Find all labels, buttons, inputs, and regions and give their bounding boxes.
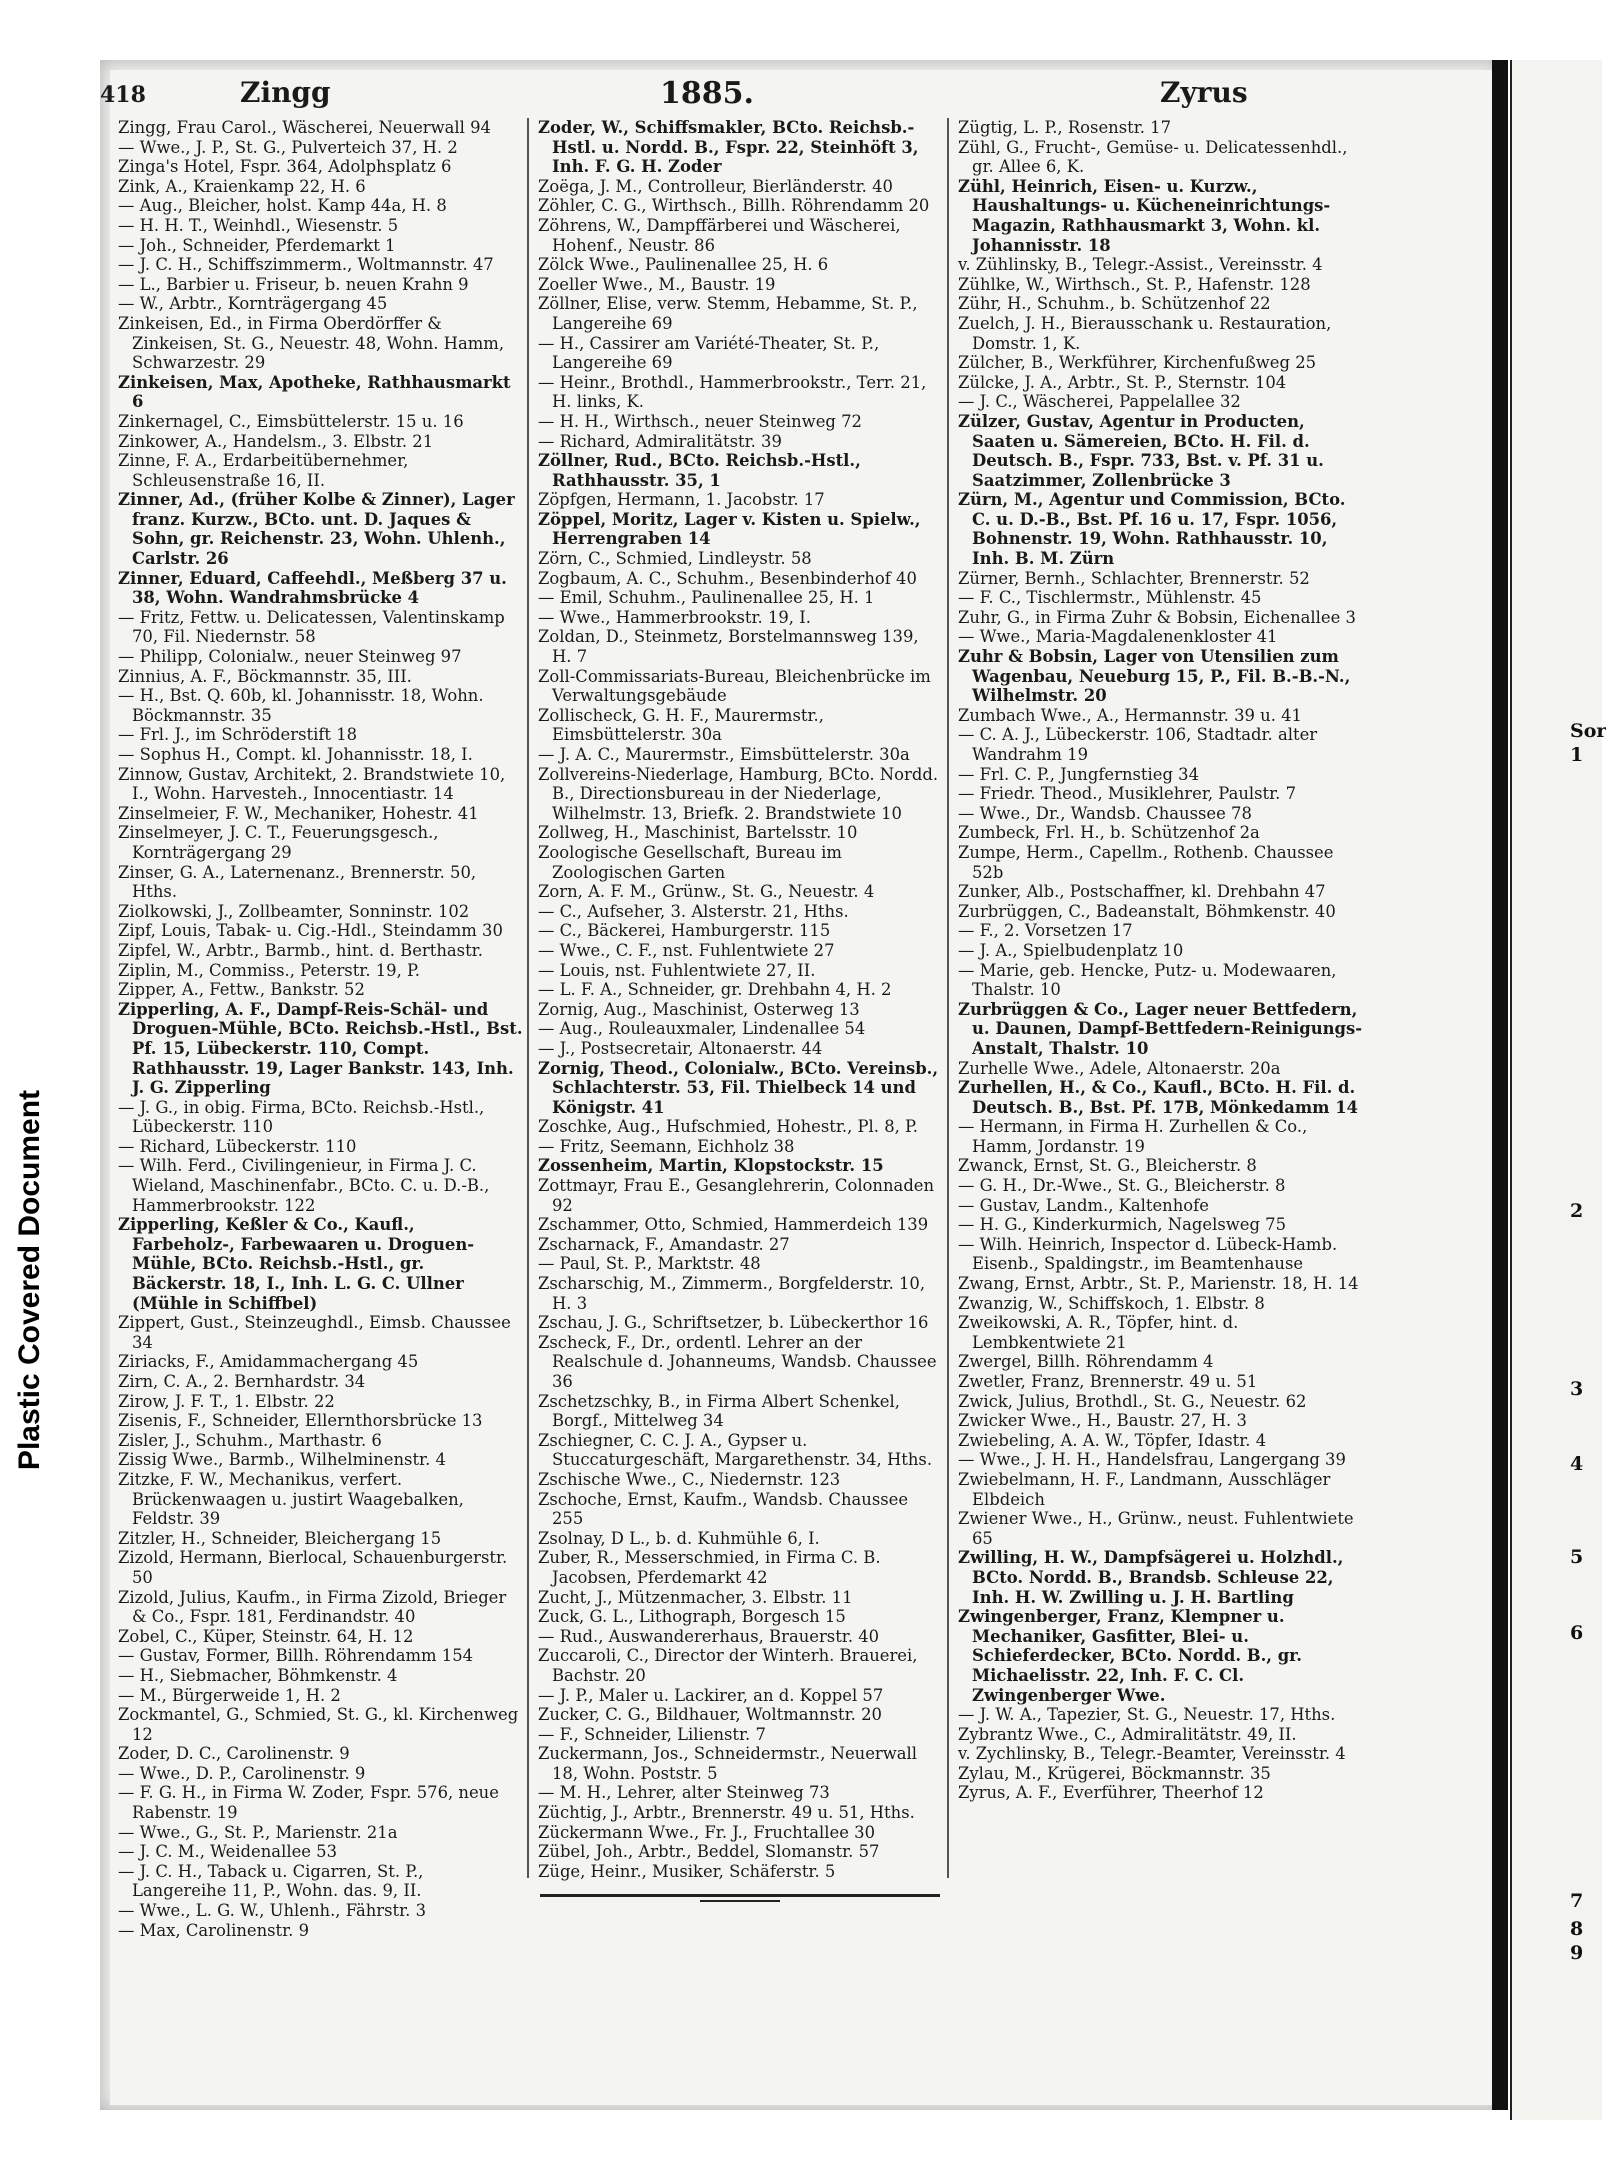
directory-entry: — Emil, Schuhm., Paulinenallee 25, H. 1 bbox=[538, 588, 875, 608]
running-head bbox=[100, 76, 1400, 116]
directory-entry: Zuhr & Bobsin, Lager von Utensilien zum Wagenbau, Neueburg 15, P., Fil. B.-B.-N., Wilhelmstr. 20 bbox=[958, 647, 1351, 706]
directory-entry: — Frl. J., im Schröderstift 18 bbox=[118, 725, 358, 745]
directory-entry: Zinkower, A., Handelsm., 3. Elbstr. 21 bbox=[118, 431, 434, 451]
directory-entry: Zinkernagel, C., Eimsbüttelerstr. 15 u. 16 bbox=[118, 411, 464, 431]
directory-entry: Zülcke, J. A., Arbtr., St. P., Sternstr. 104 bbox=[958, 372, 1287, 392]
directory-entry: Zölck Wwe., Paulinenallee 25, H. 6 bbox=[538, 255, 829, 275]
directory-entry: — Gustav, Former, Billh. Röhrendamm 154 bbox=[118, 1646, 474, 1666]
directory-entry: Zöppel, Moritz, Lager v. Kisten u. Spielw., Herrengraben 14 bbox=[538, 509, 921, 549]
directory-entry: Zipfel, W., Arbtr., Barmb., hint. d. Berthastr. bbox=[118, 940, 483, 960]
directory-entry: Zirn, C. A., 2. Bernhardstr. 34 bbox=[118, 1372, 366, 1391]
edge-mark: 1 bbox=[1570, 744, 1584, 766]
directory-entry: — Wwe., C. F., nst. Fuhlentwiete 27 bbox=[538, 940, 835, 960]
directory-entry: Zöpfgen, Hermann, 1. Jacobstr. 17 bbox=[538, 490, 825, 510]
directory-entry: Zwick, Julius, Brothdl., St. G., Neuestr. 62 bbox=[958, 1391, 1307, 1411]
directory-entry: Zizold, Hermann, Bierlocal, Schauenburgerstr. 50 bbox=[118, 1548, 508, 1587]
directory-entry: Zorn, A. F. M., Grünw., St. G., Neuestr. 4 bbox=[538, 882, 875, 902]
directory-entry: Zornig, Aug., Maschinist, Osterweg 13 bbox=[538, 999, 860, 1019]
directory-entry: Zückermann Wwe., Fr. J., Fruchtallee 30 bbox=[538, 1822, 875, 1842]
directory-column-3 bbox=[958, 118, 1363, 1803]
directory-entry: — M. H., Lehrer, alter Steinweg 73 bbox=[538, 1783, 830, 1803]
directory-entry: Zinnius, A. F., Böckmannstr. 35, III. bbox=[118, 666, 412, 686]
directory-entry: — J., Postsecretair, Altonaerstr. 44 bbox=[538, 1038, 823, 1058]
directory-entry: — H., Cassirer am Variété-Theater, St. P., Langereihe 69 bbox=[538, 333, 880, 373]
directory-entry: — F. C., Tischlermstr., Mühlenstr. 45 bbox=[958, 588, 1262, 608]
directory-entry: Ziolkowski, J., Zollbeamter, Sonninstr. 102 bbox=[118, 901, 470, 921]
directory-entry: — Marie, geb. Hencke, Putz- u. Modewaaren, Thalstr. 10 bbox=[958, 960, 1337, 1000]
catchword-right: Zyrus bbox=[1160, 76, 1248, 109]
directory-entry: — Fritz, Seemann, Eichholz 38 bbox=[538, 1136, 795, 1156]
directory-entry: Zyrus, A. F., Everführer, Theerhof 12 bbox=[958, 1783, 1264, 1803]
directory-entry: — J. C., Wäscherei, Pappelallee 32 bbox=[958, 392, 1241, 412]
directory-entry: Zoologische Gesellschaft, Bureau im Zoologischen Garten bbox=[538, 842, 842, 882]
directory-entry: — Richard, Lübeckerstr. 110 bbox=[118, 1136, 357, 1156]
edge-mark: 5 bbox=[1570, 1546, 1584, 1568]
directory-entry: — Max, Carolinenstr. 9 bbox=[118, 1920, 310, 1940]
directory-entry: Zoll-Commissariats-Bureau, Bleichenbrücke im Verwaltungsgebäude bbox=[538, 666, 931, 706]
directory-entry: Zoder, D. C., Carolinenstr. 9 bbox=[118, 1744, 350, 1764]
directory-entry: Zwingenberger, Franz, Klempner u. Mechaniker, Gasfitter, Blei- u. Schieferdecker, BCto. Nordd. B., gr. Michaelisstr. 22, Inh. F. C. Cl. Zwingenberger Wwe. bbox=[958, 1607, 1302, 1705]
directory-entry: — G. H., Dr.-Wwe., St. G., Bleicherstr. 8 bbox=[958, 1176, 1286, 1196]
directory-entry: Zipperling, A. F., Dampf-Reis-Schäl- und Droguen-Mühle, BCto. Reichsb.-Hstl., Bst. Pf. 15, Lübeckerstr. 110, Compt. Rathhausstr. 19, Lager Bankstr. 143, Inh. J. G. Zipperling bbox=[118, 999, 523, 1098]
directory-entry: Zollischeck, G. H. F., Maurermstr., Eimsbüttelerstr. 30a bbox=[538, 705, 824, 745]
directory-entry: Zürn, M., Agentur und Commission, BCto. C. u. D.-B., Bst. Pf. 16 u. 17, Fspr. 1056, Bohnenstr. 19, Wohn. Rathhausstr. 10, Inh. B. M. Zürn bbox=[958, 490, 1346, 569]
directory-entry: — Aug., Bleicher, holst. Kamp 44a, H. 8 bbox=[118, 196, 447, 216]
directory-entry: Zirow, J. F. T., 1. Elbstr. 22 bbox=[118, 1391, 335, 1411]
directory-entry: Zschische Wwe., C., Niedernstr. 123 bbox=[538, 1469, 841, 1489]
directory-entry: Zurhelle Wwe., Adele, Altonaerstr. 20a bbox=[958, 1058, 1281, 1078]
directory-entry: — F. G. H., in Firma W. Zoder, Fspr. 576, neue Rabenstr. 19 bbox=[118, 1783, 499, 1823]
directory-entry: Zwiebelmann, H. F., Landmann, Ausschläger Elbdeich bbox=[958, 1469, 1331, 1509]
directory-entry: Zinkeisen, Max, Apotheke, Rathhausmarkt 6 bbox=[118, 372, 511, 412]
directory-entry: Zügtig, L. P., Rosenstr. 17 bbox=[958, 118, 1172, 137]
page-number: 418 bbox=[100, 82, 146, 108]
directory-entry: Zobel, C., Küper, Steinstr. 64, H. 12 bbox=[118, 1626, 414, 1646]
directory-entry: — Heinr., Brothdl., Hammerbrookstr., Terr. 21, H. links, K. bbox=[538, 372, 927, 412]
directory-entry: Zucker, C. G., Bildhauer, Woltmannstr. 20 bbox=[538, 1705, 882, 1725]
directory-entry: Zurbrüggen, C., Badeanstalt, Böhmkenstr. 40 bbox=[958, 901, 1336, 921]
book-gutter bbox=[1492, 60, 1508, 2110]
directory-entry: Zschammer, Otto, Schmied, Hammerdeich 139 bbox=[538, 1215, 929, 1235]
directory-entry: — Louis, nst. Fuhlentwiete 27, II. bbox=[538, 960, 816, 980]
directory-entry: Zschoche, Ernst, Kaufm., Wandsb. Chaussee 255 bbox=[538, 1489, 909, 1529]
directory-entry: — Joh., Schneider, Pferdemarkt 1 bbox=[118, 235, 396, 255]
directory-entry: Zürner, Bernh., Schlachter, Brennerstr. 52 bbox=[958, 568, 1310, 588]
catchword-left: Zingg bbox=[240, 76, 331, 109]
directory-entry: Zoder, W., Schiffsmakler, BCto. Reichsb.-Hstl. u. Nordd. B., Fspr. 22, Steinhöft 3, Inh. F. G. H. Zoder bbox=[538, 118, 919, 177]
directory-entry: Zwiener Wwe., H., Grünw., neust. Fuhlentwiete 65 bbox=[958, 1509, 1354, 1548]
directory-entry: Zockmantel, G., Schmied, St. G., kl. Kirchenweg 12 bbox=[118, 1705, 519, 1744]
directory-entry: Zülcher, B., Werkführer, Kirchenfußweg 25 bbox=[958, 353, 1317, 373]
directory-entry: Zinne, F. A., Erdarbeitübernehmer, Schleusenstraße 16, II. bbox=[118, 451, 409, 490]
directory-entry: — Wilh. Ferd., Civilingenieur, in Firma J. C. Wieland, Maschinenfabr., BCto. C. u. D.-B., Hammerbrookstr. 122 bbox=[118, 1156, 490, 1215]
directory-entry: Zühl, Heinrich, Eisen- u. Kurzw., Haushaltungs- u. Kücheneinrichtungs-Magazin, Rathhausmarkt 3, Wohn. kl. Johannisstr. 18 bbox=[958, 176, 1331, 255]
directory-entry: Zwang, Ernst, Arbtr., St. P., Marienstr. 18, H. 14 bbox=[958, 1274, 1359, 1294]
directory-entry: — J. C. H., Taback u. Cigarren, St. P., Langereihe 11, P., Wohn. das. 9, II. bbox=[118, 1861, 424, 1901]
directory-entry: — Wwe., Dr., Wandsb. Chaussee 78 bbox=[958, 803, 1252, 823]
edge-mark: 8 bbox=[1570, 1918, 1584, 1940]
directory-entry: Zschiegner, C. C. J. A., Gypser u. Stuccaturgeschäft, Margarethenstr. 34, Hths. bbox=[538, 1430, 933, 1470]
directory-entry: Zipperling, Keßler & Co., Kaufl., Farbeholz-, Farbewaaren u. Droguen-Mühle, BCto. Reichsb.-Hstl., gr. Bäckerstr. 18, I., Inh. L. G. C. Ullner (Mühle in Schiffbel) bbox=[118, 1215, 475, 1313]
directory-entry: Zinser, G. A., Laternenanz., Brennerstr. 50, Hths. bbox=[118, 862, 477, 902]
directory-entry: Zwergel, Billh. Röhrendamm 4 bbox=[958, 1352, 1214, 1372]
directory-entry: v. Zychlinsky, B., Telegr.-Beamter, Vereinsstr. 4 bbox=[958, 1744, 1346, 1764]
directory-entry: — J. G., in obig. Firma, BCto. Reichsb.-Hstl., Lübeckerstr. 110 bbox=[118, 1097, 485, 1137]
directory-entry: — L., Barbier u. Friseur, b. neuen Krahn 9 bbox=[118, 274, 469, 294]
directory-entry: — Wwe., D. P., Carolinenstr. 9 bbox=[118, 1763, 366, 1783]
directory-entry: Zybrantz Wwe., C., Admiralitätstr. 49, II. bbox=[958, 1724, 1297, 1744]
directory-entry: Zitzler, H., Schneider, Bleichergang 15 bbox=[118, 1528, 442, 1548]
directory-entry: — J. A., Spielbudenplatz 10 bbox=[958, 940, 1184, 960]
directory-entry: Zühlke, W., Wirthsch., St. P., Hafenstr. 128 bbox=[958, 274, 1311, 294]
column-divider bbox=[527, 118, 529, 1878]
directory-entry: Zscharnack, F., Amandastr. 27 bbox=[538, 1234, 790, 1254]
end-rule bbox=[540, 1894, 940, 1897]
directory-entry: Zsolnay, D L., b. d. Kuhmühle 6, I. bbox=[538, 1528, 820, 1548]
directory-entry: Zübel, Joh., Arbtr., Beddel, Slomanstr. 57 bbox=[538, 1842, 880, 1862]
edge-mark: 6 bbox=[1570, 1622, 1584, 1644]
edge-mark: 3 bbox=[1570, 1378, 1584, 1400]
directory-entry: — Rud., Auswandererhaus, Brauerstr. 40 bbox=[538, 1626, 880, 1646]
directory-entry: — Wwe., J. P., St. G., Pulverteich 37, H. 2 bbox=[118, 137, 458, 157]
directory-entry: Zschetzschky, B., in Firma Albert Schenkel, Borgf., Mittelweg 34 bbox=[538, 1391, 900, 1431]
directory-entry: Zuber, R., Messerschmied, in Firma C. B. Jacobsen, Pferdemarkt 42 bbox=[538, 1548, 881, 1587]
directory-entry: — M., Bürgerweide 1, H. 2 bbox=[118, 1685, 341, 1705]
directory-entry: Zülzer, Gustav, Agentur in Producten, Saaten u. Sämereien, BCto. H. Fil. d. Deutsch. B., Fspr. 733, Bst. v. Pf. 31 u. Saatzimmer, Zollenbrücke 3 bbox=[958, 411, 1324, 490]
directory-entry: Zinselmeyer, J. C. T., Feuerungsgesch., Kornträgergang 29 bbox=[118, 823, 439, 862]
directory-entry: Zinner, Ad., (früher Kolbe & Zinner), Lager franz. Kurzw., BCto. unt. D. Jaques & Sohn, gr. Reichenstr. 23, Wohn. Uhlenh., Carlstr. 26 bbox=[118, 490, 515, 569]
directory-entry: Zscheck, F., Dr., ordentl. Lehrer an der Realschule d. Johanneums, Wandsb. Chaussee 36 bbox=[538, 1332, 937, 1391]
directory-column-2 bbox=[538, 118, 943, 1881]
directory-entry: — Gustav, Landm., Kaltenhofe bbox=[958, 1195, 1209, 1215]
edge-mark: 2 bbox=[1570, 1200, 1584, 1222]
directory-entry: — H. H. T., Weinhdl., Wiesenstr. 5 bbox=[118, 215, 399, 235]
directory-entry: Zucht, J., Mützenmacher, 3. Elbstr. 11 bbox=[538, 1587, 853, 1607]
directory-entry: Zühr, H., Schuhm., b. Schützenhof 22 bbox=[958, 294, 1271, 314]
directory-entry: — F., Schneider, Lilienstr. 7 bbox=[538, 1724, 766, 1744]
directory-entry: Zumbach Wwe., A., Hermannstr. 39 u. 41 bbox=[958, 705, 1302, 725]
directory-entry: Zollvereins-Niederlage, Hamburg, BCto. Nordd. B., Directionsbureau in der Niederlage, Wilhelmstr. 13, Briefk. 2. Brandstwiete 10 bbox=[538, 764, 939, 823]
directory-entry: — Hermann, in Firma H. Zurhellen & Co., Hamm, Jordanstr. 19 bbox=[958, 1117, 1308, 1156]
directory-entry: — Fritz, Fettw. u. Delicatessen, Valentinskamp 70, Fil. Niedernstr. 58 bbox=[118, 607, 505, 647]
directory-entry: Zuckermann, Jos., Schneidermstr., Neuerwall 18, Wohn. Poststr. 5 bbox=[538, 1744, 918, 1783]
directory-entry: Zscharschig, M., Zimmerm., Borgfelderstr. 10, H. 3 bbox=[538, 1274, 926, 1313]
directory-entry: Zwanzig, W., Schiffskoch, 1. Elbstr. 8 bbox=[958, 1293, 1265, 1313]
directory-entry: Zschau, J. G., Schriftsetzer, b. Lübeckerthor 16 bbox=[538, 1313, 929, 1333]
directory-entry: — Wwe., J. H. H., Handelsfrau, Langergang 39 bbox=[958, 1450, 1346, 1470]
directory-entry: — Wwe., G., St. P., Marienstr. 21a bbox=[118, 1822, 398, 1842]
directory-entry: Zink, A., Kraienkamp 22, H. 6 bbox=[118, 176, 366, 196]
directory-entry: Zunker, Alb., Postschaffner, kl. Drehbahn 47 bbox=[958, 882, 1326, 902]
directory-entry: — Wilh. Heinrich, Inspector d. Lübeck-Hamb. Eisenb., Spaldingstr., im Beamtenhause bbox=[958, 1234, 1338, 1274]
page-year: 1885. bbox=[660, 76, 754, 111]
directory-entry: Zossenheim, Martin, Klopstockstr. 15 bbox=[538, 1156, 884, 1176]
directory-entry: — J. C. M., Weidenallee 53 bbox=[118, 1842, 338, 1862]
directory-entry: — J. A. C., Maurermstr., Eimsbüttelerstr. 30a bbox=[538, 745, 910, 764]
directory-entry: Zumbeck, Frl. H., b. Schützenhof 2a bbox=[958, 823, 1260, 843]
directory-entry: — Philipp, Colonialw., neuer Steinweg 97 bbox=[118, 647, 462, 667]
directory-entry: Zisenis, F., Schneider, Ellernthorsbrücke 13 bbox=[118, 1411, 483, 1431]
adjacent-page-edge bbox=[1510, 60, 1606, 2120]
directory-entry: — C. A. J., Lübeckerstr. 106, Stadtadr. alter Wandrahm 19 bbox=[958, 725, 1318, 764]
directory-entry: — H., Siebmacher, Böhmkenstr. 4 bbox=[118, 1665, 398, 1685]
directory-entry: — C., Aufseher, 3. Alsterstr. 21, Hths. bbox=[538, 901, 849, 921]
directory-entry: — Friedr. Theod., Musiklehrer, Paulstr. 7 bbox=[958, 784, 1297, 804]
directory-entry: Zurhellen, H., & Co., Kaufl., BCto. H. Fil. d. Deutsch. B., Bst. Pf. 17B, Mönkedamm 14 bbox=[958, 1078, 1359, 1117]
directory-entry: Zühl, G., Frucht-, Gemüse- u. Delicatessenhdl., gr. Allee 6, K. bbox=[958, 137, 1348, 177]
directory-entry: — F., 2. Vorsetzen 17 bbox=[958, 921, 1133, 941]
directory-entry: — H., Bst. Q. 60b, kl. Johannisstr. 18, Wohn. Böckmannstr. 35 bbox=[118, 686, 484, 725]
directory-entry: — W., Arbtr., Kornträgergang 45 bbox=[118, 294, 388, 314]
directory-entry: — J. W. A., Tapezier, St. G., Neuestr. 17, Hths. bbox=[958, 1705, 1336, 1725]
directory-entry: Zippert, Gust., Steinzeughdl., Eimsb. Chaussee 34 bbox=[118, 1313, 511, 1352]
directory-entry: Zuck, G. L., Lithograph, Borgesch 15 bbox=[538, 1607, 846, 1627]
directory-entry: Zizold, Julius, Kaufm., in Firma Zizold, Brieger & Co., Fspr. 181, Ferdinandstr. 40 bbox=[118, 1587, 507, 1627]
directory-entry: Zisler, J., Schuhm., Marthastr. 6 bbox=[118, 1430, 382, 1450]
edge-mark: Sor bbox=[1570, 720, 1606, 742]
directory-entry: Zwanck, Ernst, St. G., Bleicherstr. 8 bbox=[958, 1156, 1257, 1176]
directory-entry: — Wwe., Hammerbrookstr. 19, I. bbox=[538, 607, 811, 627]
edge-mark: 7 bbox=[1570, 1890, 1584, 1912]
directory-entry: Zingg, Frau Carol., Wäscherei, Neuerwall 94 bbox=[118, 118, 491, 137]
directory-entry: Zöllner, Elise, verw. Stemm, Hebamme, St. P., Langereihe 69 bbox=[538, 294, 918, 333]
side-label-text: Plastic Covered Document bbox=[13, 1089, 46, 1471]
directory-entry: — Wwe., Maria-Magdalenenkloster 41 bbox=[958, 627, 1278, 647]
directory-entry: Zörn, C., Schmied, Lindleystr. 58 bbox=[538, 549, 812, 569]
directory-entry: Zottmayr, Frau E., Gesanglehrerin, Colonnaden 92 bbox=[538, 1176, 935, 1215]
directory-entry: Zylau, M., Krügerei, Böckmannstr. 35 bbox=[958, 1763, 1271, 1783]
directory-entry: — Aug., Rouleauxmaler, Lindenallee 54 bbox=[538, 1019, 866, 1039]
directory-entry: Zipf, Louis, Tabak- u. Cig.-Hdl., Steindamm 30 bbox=[118, 921, 503, 941]
directory-entry: — Frl. C. P., Jungfernstieg 34 bbox=[958, 764, 1200, 784]
directory-entry: Zinkeisen, Ed., in Firma Oberdörffer & Zinkeisen, St. G., Neuestr. 48, Wohn. Hamm, Schwarzestr. 29 bbox=[118, 313, 505, 373]
directory-entry: Zornig, Theod., Colonialw., BCto. Vereinsb., Schlachterstr. 53, Fil. Thielbeck 14 und Königstr. 41 bbox=[538, 1058, 939, 1117]
directory-entry: Zöhrens, W., Dampffärberei und Wäscherei, Hohenf., Neustr. 86 bbox=[538, 215, 901, 255]
directory-entry: Zoldan, D., Steinmetz, Borstelmannsweg 139, H. 7 bbox=[538, 627, 919, 667]
directory-entry: Zwiebeling, A. A. W., Töpfer, Idastr. 4 bbox=[958, 1430, 1267, 1450]
directory-entry: Zogbaum, A. C., Schuhm., Besenbinderhof 40 bbox=[538, 568, 917, 588]
directory-entry: — Sophus H., Compt. kl. Johannisstr. 18, I. bbox=[118, 745, 473, 764]
column-divider bbox=[947, 118, 949, 1878]
directory-entry: Zinga's Hotel, Fspr. 364, Adolphsplatz 6 bbox=[118, 157, 452, 177]
directory-entry: Zinnow, Gustav, Architekt, 2. Brandstwiete 10, I., Wohn. Harvestеh., Innocentiastr. 14 bbox=[118, 764, 506, 804]
directory-entry: — J. P., Maler u. Lackirer, an d. Koppel 57 bbox=[538, 1685, 884, 1705]
document-side-label bbox=[0, 1000, 60, 1560]
directory-entry: Zipper, A., Fettw., Bankstr. 52 bbox=[118, 980, 365, 1000]
directory-entry: Zuccaroli, C., Director der Winterh. Brauerei, Bachstr. 20 bbox=[538, 1646, 918, 1685]
directory-entry: Zurbrüggen & Co., Lager neuer Bettfedern, u. Daunen, Dampf-Bettfedern-Reinigungs-Anstalt, Thalstr. 10 bbox=[958, 999, 1363, 1058]
directory-entry: Zinselmeier, F. W., Mechaniker, Hohestr. 41 bbox=[118, 803, 479, 823]
edge-mark: 4 bbox=[1570, 1453, 1584, 1475]
directory-entry: — H. G., Kinderkurmich, Nagelsweg 75 bbox=[958, 1215, 1287, 1235]
directory-entry: Zöllner, Rud., BCto. Reichsb.-Hstl., Rathhausstr. 35, 1 bbox=[538, 451, 861, 490]
directory-entry: — Paul, St. P., Marktstr. 48 bbox=[538, 1254, 761, 1274]
directory-entry: Zoschke, Aug., Hufschmied, Hohestr., Pl. 8, P. bbox=[538, 1117, 918, 1137]
directory-entry: Züchtig, J., Arbtr., Brennerstr. 49 u. 51, Hths. bbox=[538, 1803, 915, 1823]
directory-entry: — C., Bäckerei, Hamburgerstr. 115 bbox=[538, 921, 831, 941]
directory-entry: Zuelch, J. H., Bierausschank u. Restauration, Domstr. 1, K. bbox=[958, 313, 1332, 353]
directory-entry: Züge, Heinr., Musiker, Schäferstr. 5 bbox=[538, 1861, 836, 1881]
directory-entry: Ziriacks, F., Amidammachergang 45 bbox=[118, 1352, 419, 1372]
edge-mark: 9 bbox=[1570, 1942, 1584, 1964]
directory-entry: — L. F. A., Schneider, gr. Drehbahn 4, H. 2 bbox=[538, 980, 892, 1000]
directory-entry: Zwetler, Franz, Brennerstr. 49 u. 51 bbox=[958, 1372, 1258, 1391]
directory-column-1 bbox=[118, 118, 523, 1940]
directory-entry: Zuhr, G., in Firma Zuhr & Bobsin, Eichenallee 3 bbox=[958, 607, 1356, 627]
directory-entry: Zitzke, F. W., Mechanikus, verfert. Brückenwaagen u. justirt Waagebalken, Feldstr. 39 bbox=[118, 1469, 464, 1529]
directory-entry: Zollweg, H., Maschinist, Bartelsstr. 10 bbox=[538, 823, 858, 843]
directory-entry: Zweikowski, A. R., Töpfer, hint. d. Lembkentwiete 21 bbox=[958, 1313, 1239, 1352]
directory-entry: — Wwe., L. G. W., Uhlenh., Fährstr. 3 bbox=[118, 1901, 427, 1921]
directory-entry: Zinner, Eduard, Caffeehdl., Meßberg 37 u. 38, Wohn. Wandrahmsbrücke 4 bbox=[118, 568, 507, 608]
directory-entry: Zissig Wwe., Barmb., Wilhelminenstr. 4 bbox=[118, 1450, 446, 1470]
directory-entry: Ziplin, M., Commiss., Peterstr. 19, P. bbox=[118, 960, 420, 980]
directory-entry: Zumpe, Herm., Capellm., Rothenb. Chaussee 52b bbox=[958, 842, 1334, 882]
directory-entry: Zoeller Wwe., M., Baustr. 19 bbox=[538, 274, 776, 294]
directory-entry: Zoëga, J. M., Controlleur, Bierländerstr. 40 bbox=[538, 176, 893, 196]
directory-entry: — Richard, Admiralitätstr. 39 bbox=[538, 431, 782, 451]
directory-entry: — J. C. H., Schiffszimmerm., Woltmannstr. 47 bbox=[118, 255, 494, 275]
directory-entry: — H. H., Wirthsch., neuer Steinweg 72 bbox=[538, 411, 862, 431]
directory-entry: Zwilling, H. W., Dampfsägerei u. Holzhdl., BCto. Nordd. B., Brandsb. Schleuse 22, Inh. H. W. Zwilling u. J. H. Bartling bbox=[958, 1548, 1344, 1607]
directory-entry: v. Zühlinsky, B., Telegr.-Assist., Vereinsstr. 4 bbox=[958, 255, 1323, 275]
end-rule-ornament bbox=[700, 1900, 780, 1902]
directory-entry: Zwicker Wwe., H., Baustr. 27, H. 3 bbox=[958, 1411, 1247, 1431]
directory-entry: Zöhler, C. G., Wirthsch., Billh. Röhrendamm 20 bbox=[538, 196, 930, 216]
